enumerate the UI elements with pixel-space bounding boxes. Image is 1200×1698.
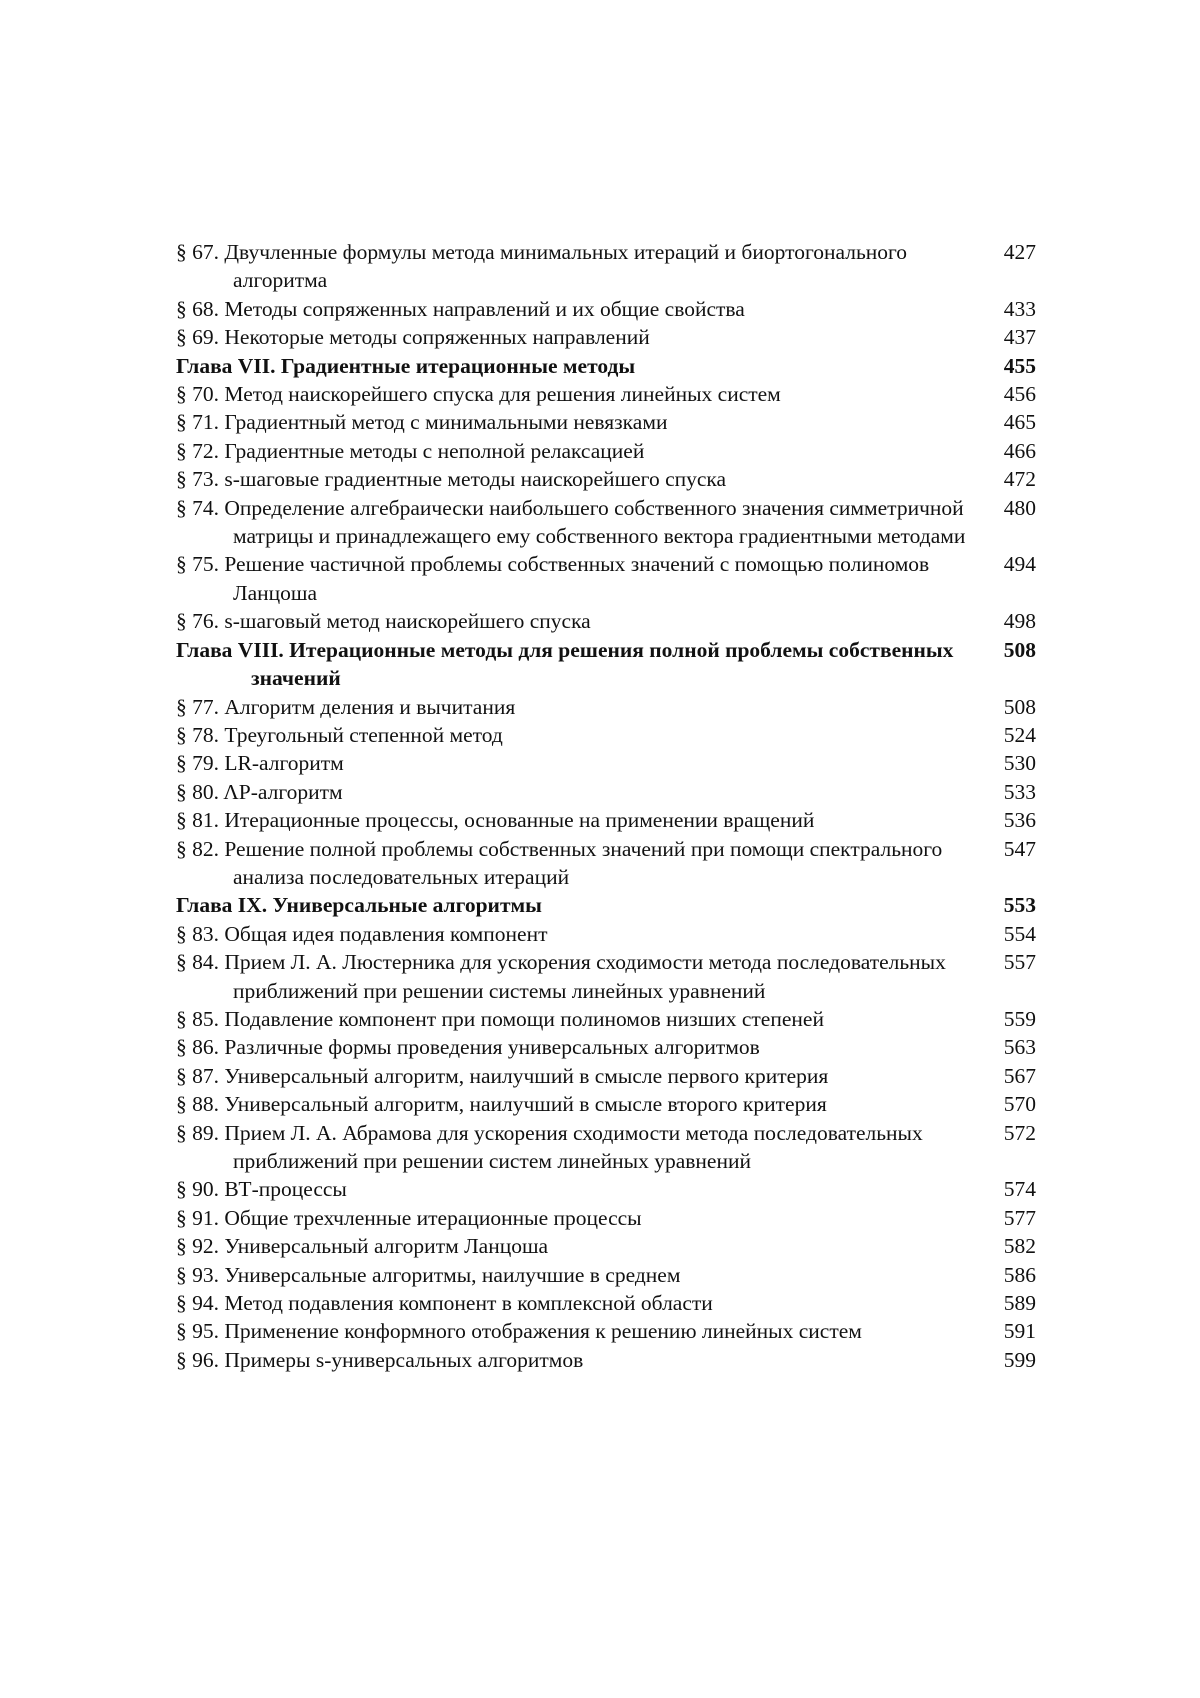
toc-entry-page-number: 530 [1003,751,1036,776]
toc-entry-title: § 70. Метод наискорейшего спуска для решения линейных систем [176,382,781,407]
toc-section-entry [176,1317,1036,1345]
toc-entry-page-number: 567 [1003,1063,1036,1088]
toc-entry-title: § 83. Общая идея подавления компонент [176,921,548,946]
toc-section-entry [176,778,1036,806]
toc-entry-page-number: 508 [1003,694,1036,719]
toc-entry-page-number: 508 [1003,637,1036,662]
toc-section-entry [176,323,1036,351]
toc-entry-page-number: 466 [1003,438,1036,463]
toc-section-entry [176,1119,1036,1176]
toc-entry-page-number: 577 [1003,1205,1036,1230]
toc-section-entry [176,238,1036,295]
toc-entry-title: § 77. Алгоритм деления и вычитания [176,694,516,719]
toc-entry-title: § 86. Различные формы проведения универсальных алгоритмов [176,1035,760,1060]
toc-section-entry [176,607,1036,635]
toc-section-entry [176,1232,1036,1260]
toc-entry-page-number: 570 [1003,1092,1036,1117]
toc-section-entry [176,1033,1036,1061]
toc-entry-page-number: 524 [1003,722,1036,747]
toc-entry-title: § 89. Прием Л. А. Абрамова для ускорения сходимости метода последовательных приближений при решении систем линейных уравнений [176,1120,923,1173]
toc-entry-page-number: 553 [1003,893,1036,918]
toc-entry-page-number: 536 [1003,808,1036,833]
toc-entry-page-number: 591 [1003,1319,1036,1344]
toc-section-entry [176,408,1036,436]
toc-entry-title: § 93. Универсальные алгоритмы, наилучшие в среднем [176,1262,681,1287]
toc-entry-title: § 90. ВТ-процессы [176,1177,347,1202]
toc-section-entry [176,806,1036,834]
toc-section-entry [176,1261,1036,1289]
toc-entry-page-number: 586 [1003,1262,1036,1287]
toc-section-entry [176,1175,1036,1203]
toc-entry-page-number: 472 [1003,467,1036,492]
toc-section-entry [176,1289,1036,1317]
toc-entry-title: § 79. LR-алгоритм [176,751,344,776]
toc-entry-page-number: 456 [1003,382,1036,407]
toc-section-entry [176,550,1036,607]
toc-entry-page-number: 480 [1003,495,1036,520]
toc-section-entry [176,835,1036,892]
toc-entry-title: § 68. Методы сопряженных направлений и их общие свойства [176,296,745,321]
toc-entry-page-number: 547 [1003,836,1036,861]
toc-section-entry [176,380,1036,408]
toc-entry-title: § 91. Общие трехчленные итерационные процессы [176,1205,642,1230]
toc-entry-title: § 85. Подавление компонент при помощи полиномов низших степеней [176,1006,824,1031]
toc-entry-title: § 94. Метод подавления компонент в комплексной области [176,1291,713,1316]
toc-section-entry [176,1204,1036,1232]
toc-section-entry [176,920,1036,948]
toc-entry-title: § 74. Определение алгебраически наибольшего собственного значения симметричной матрицы и принадлежащего ему собственного вектора градиентными методами [176,495,966,549]
toc-entry-page-number: 465 [1003,410,1036,435]
toc-section-entry [176,437,1036,465]
toc-entry-title: § 69. Некоторые методы сопряженных направлений [176,325,650,350]
toc-section-entry [176,295,1036,323]
toc-entry-page-number: 437 [1003,325,1036,350]
toc-entry-title: Глава IX. Универсальные алгоритмы [176,893,542,918]
toc-entry-title: § 82. Решение полной проблемы собственных значений при помощи спектрального анализа последовательных итераций [176,836,943,889]
toc-section-entry [176,693,1036,721]
toc-entry-title: § 96. Примеры s-универсальных алгоритмов [176,1347,584,1372]
toc-entry-page-number: 554 [1003,921,1036,946]
toc-entry-title: § 80. ΛP-алгоритм [176,779,343,804]
toc-entry-title: § 92. Универсальный алгоритм Ланцоша [176,1234,549,1259]
toc-entry-page-number: 599 [1003,1347,1036,1372]
toc-chapter-heading [176,891,1036,919]
toc-entry-page-number: 427 [1003,240,1036,264]
toc-section-entry [176,1062,1036,1090]
toc-chapter-heading [176,352,1036,380]
toc-entry-page-number: 433 [1003,296,1036,321]
toc-entry-page-number: 563 [1003,1035,1036,1060]
toc-entry-title: § 78. Треугольный степенной метод [176,722,503,747]
toc-entry-title: § 72. Градиентные методы с неполной релаксацией [176,438,645,463]
toc-entry-title: § 88. Универсальный алгоритм, наилучший в смысле второго критерия [176,1092,827,1117]
toc-entry-page-number: 589 [1003,1291,1036,1316]
toc-section-entry [176,1346,1036,1374]
toc-entry-title: § 84. Прием Л. А. Люстерника для ускорения сходимости метода последовательных приближений при решении системы линейных уравнений [176,950,946,1003]
toc-entry-title: § 73. s-шаговые градиентные методы наискорейшего спуска [176,467,727,492]
toc-section-entry [176,1090,1036,1118]
toc-entry-title: § 95. Применение конформного отображения к решению линейных систем [176,1319,862,1344]
toc-section-entry [176,465,1036,493]
toc-entry-page-number: 557 [1003,950,1036,975]
toc-entry-page-number: 533 [1003,779,1036,804]
toc-entry-page-number: 494 [1003,552,1036,577]
toc-section-entry [176,749,1036,777]
toc-section-entry [176,1005,1036,1033]
toc-entry-page-number: 455 [1003,353,1036,378]
toc-entry-page-number: 574 [1003,1177,1036,1202]
toc-section-entry [176,494,1036,551]
toc-entry-title: § 67. Двучленные формулы метода минимальных итераций и биортогонального алгоритма [176,240,908,293]
toc-entry-title: § 81. Итерационные процессы, основанные на применении вращений [176,808,815,833]
toc-entry-title: § 71. Градиентный метод с минимальными невязками [176,410,668,435]
toc-entry-page-number: 572 [1003,1120,1036,1145]
toc-section-entry [176,948,1036,1005]
toc-entry-title: Глава VII. Градиентные итерационные методы [176,353,636,378]
table-of-contents [176,238,1036,1374]
toc-entry-page-number: 559 [1003,1006,1036,1031]
toc-entry-title: § 75. Решение частичной проблемы собственных значений с помощью полиномов Ланцоша [176,552,930,605]
toc-section-entry [176,721,1036,749]
toc-entry-title: § 87. Универсальный алгоритм, наилучший в смысле первого критерия [176,1063,829,1088]
toc-chapter-heading [176,636,1036,693]
toc-entry-page-number: 498 [1003,609,1036,634]
toc-entry-title: § 76. s-шаговый метод наискорейшего спуска [176,609,591,634]
toc-entry-page-number: 582 [1003,1234,1036,1259]
toc-entry-title: Глава VIII. Итерационные методы для решения полной проблемы собственных значений [176,637,954,691]
